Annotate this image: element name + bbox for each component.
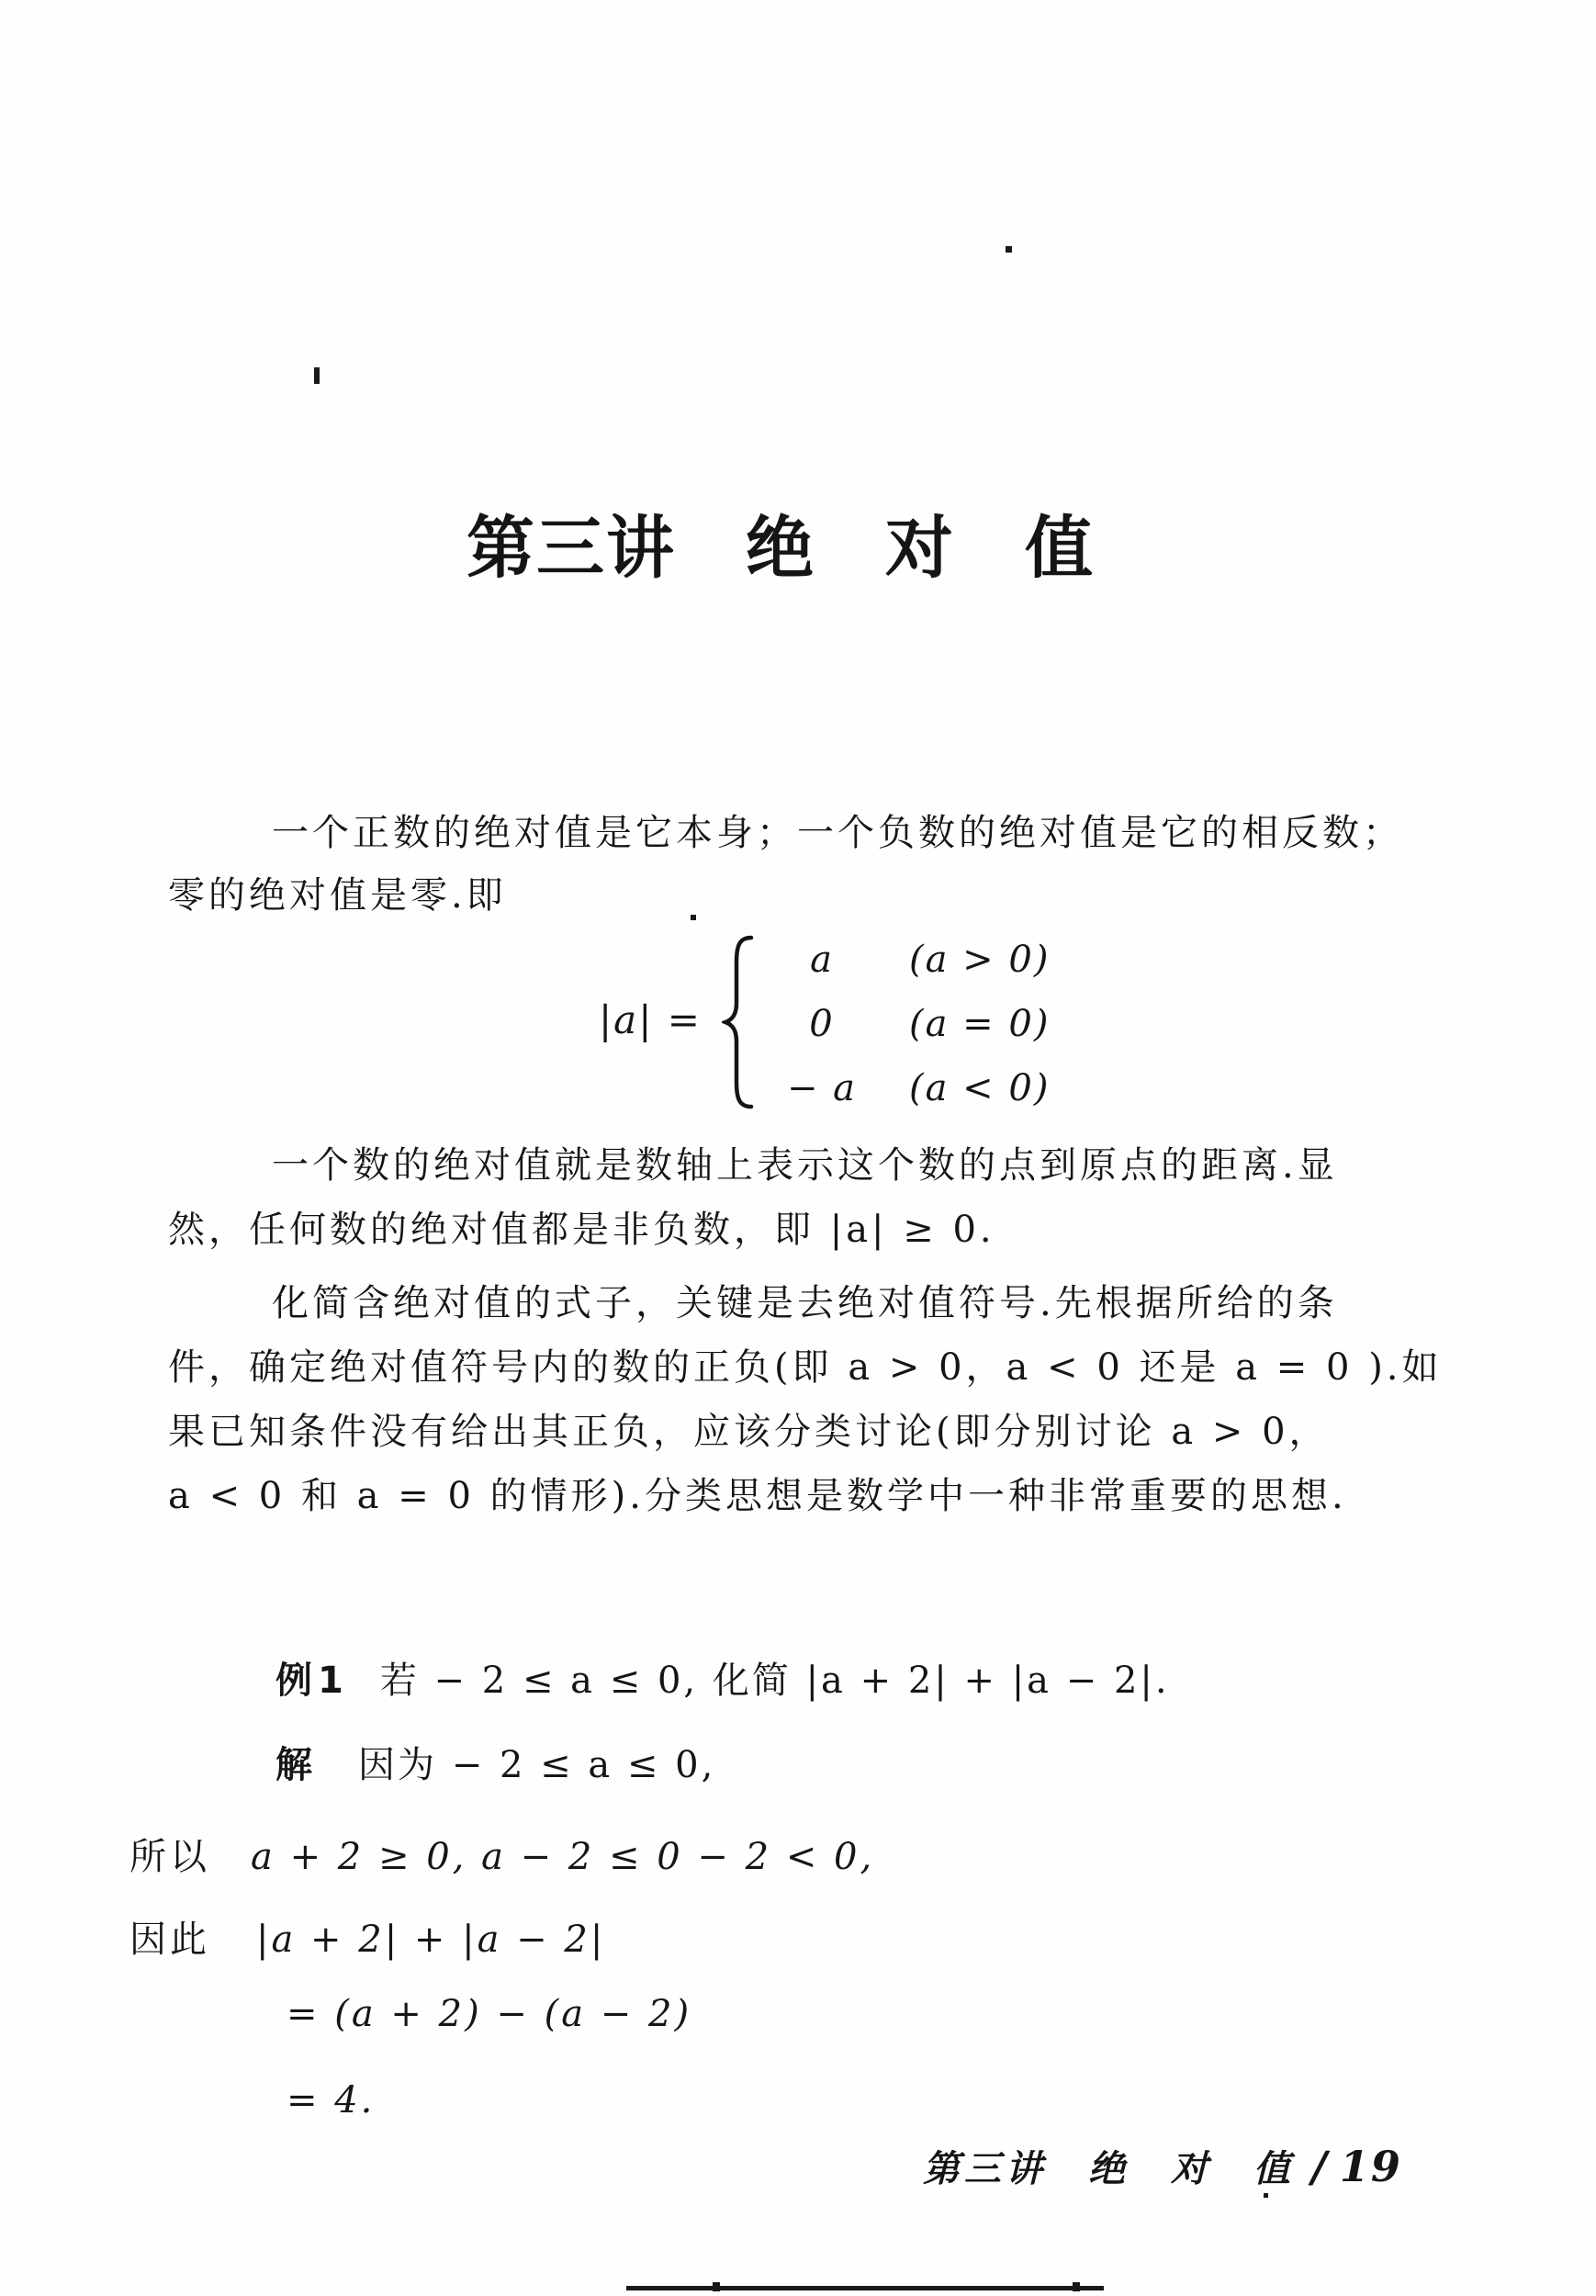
scan-speck xyxy=(314,367,320,384)
case-value: a xyxy=(810,939,834,981)
footer-separator: / xyxy=(1311,2142,1327,2191)
example-problem-text: 若 − 2 ≤ a ≤ 0, 化简 |a + 2| + |a − 2|. xyxy=(379,1660,1170,1702)
step-label: 所以 xyxy=(129,1836,210,1878)
case-negative xyxy=(762,1067,1050,1131)
page-footer xyxy=(923,2140,1402,2192)
intro-line-2: 零的绝对值是零.即 xyxy=(168,874,507,917)
distance-para-line-2: 然，任何数的绝对值都是非负数，即 |a| ≥ 0. xyxy=(168,1209,995,1251)
distance-para-line-1: 一个数的绝对值就是数轴上表示这个数的点到原点的距离.显 xyxy=(272,1144,1338,1187)
example-label: 例1 xyxy=(275,1660,349,1702)
scan-speck xyxy=(713,2282,720,2291)
scan-speck xyxy=(691,915,696,920)
absolute-value-cases xyxy=(762,939,1050,1131)
solution-label: 解 xyxy=(275,1744,318,1786)
equation-line-2: = 4. xyxy=(287,2079,376,2122)
case-condition: (a < 0) xyxy=(909,1067,1051,1109)
example-problem-row xyxy=(275,1651,1170,1704)
scan-speck xyxy=(1264,2193,1268,2198)
case-positive xyxy=(762,939,1050,1003)
simplify-para-line-3: 果已知条件没有给出其正负，应该分类讨论(即分别讨论 a > 0， xyxy=(168,1411,1330,1453)
scan-speck xyxy=(1006,246,1012,253)
simplify-para-line-1: 化简含绝对值的式子，关键是去绝对值符号.先根据所给的条 xyxy=(272,1282,1338,1324)
case-condition: (a > 0) xyxy=(909,939,1051,981)
case-zero xyxy=(762,1003,1050,1067)
equation-line-1: = (a + 2) − (a − 2) xyxy=(287,1993,692,2035)
solution-intro-text: 因为 − 2 ≤ a ≤ 0, xyxy=(358,1744,716,1786)
case-value: − a xyxy=(786,1067,858,1109)
step-label: 因此 xyxy=(129,1919,210,1961)
chapter-title: 第三讲 绝 对 值 xyxy=(466,509,1095,588)
solution-step-2 xyxy=(129,1910,605,1963)
curly-brace xyxy=(722,935,759,1109)
case-condition: (a = 0) xyxy=(909,1003,1051,1045)
scan-speck xyxy=(1073,2282,1080,2291)
solution-row xyxy=(275,1736,715,1788)
intro-line-1: 一个正数的绝对值是它本身；一个负数的绝对值是它的相反数； xyxy=(272,812,1403,854)
footer-chapter-title: 第三讲 绝 对 值 xyxy=(923,2147,1295,2190)
simplify-para-line-2: 件，确定绝对值符号内的数的正负(即 a > 0，a < 0 还是 a = 0 ).如 xyxy=(168,1346,1443,1389)
footer-page-number: 19 xyxy=(1339,2142,1402,2191)
simplify-para-line-4: a < 0 和 a = 0 的情形).分类思想是数学中一种非常重要的思想. xyxy=(168,1475,1347,1517)
step-expression: a + 2 ≥ 0, a − 2 ≤ 0 − 2 < 0, xyxy=(251,1836,875,1878)
absolute-value-lhs: |a| = xyxy=(599,997,702,1042)
solution-step-1 xyxy=(129,1828,874,1880)
case-value: 0 xyxy=(809,1003,835,1045)
step-expression: |a + 2| + |a − 2| xyxy=(256,1919,606,1961)
scan-edge-line xyxy=(626,2286,1104,2290)
